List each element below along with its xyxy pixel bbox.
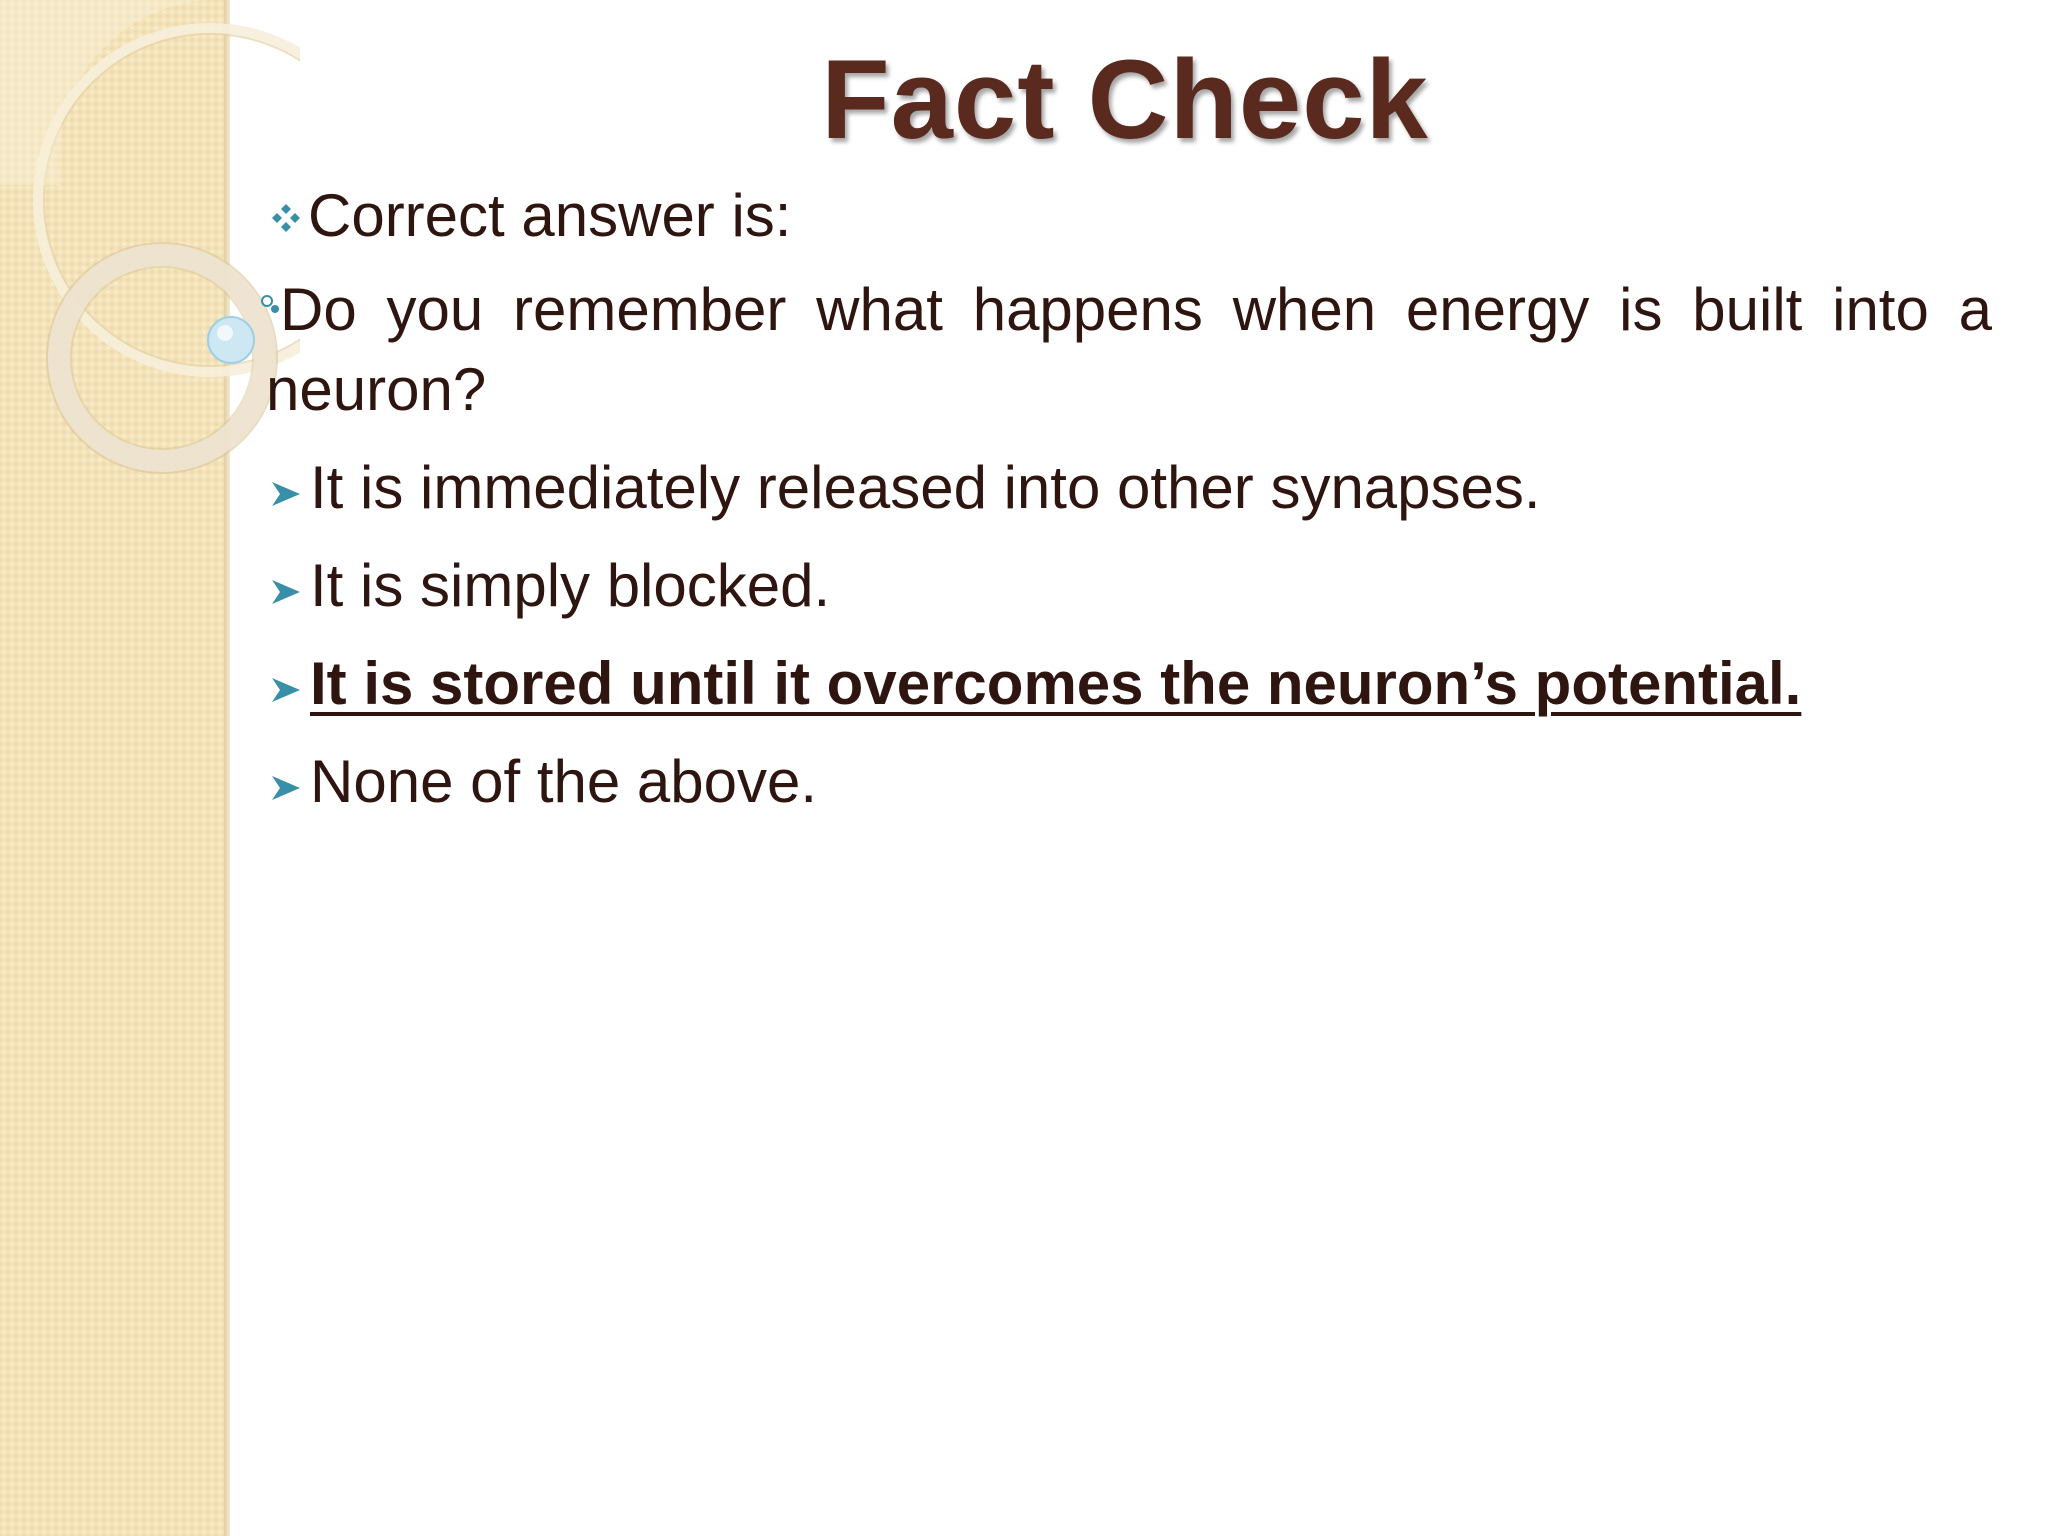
option-item-correct xyxy=(266,644,1992,724)
option-item xyxy=(266,742,1992,822)
option-item xyxy=(266,546,1992,626)
option-text: None of the above. xyxy=(310,748,818,815)
arrow-bullet-icon xyxy=(266,768,306,808)
option-text: It is simply blocked. xyxy=(310,552,831,619)
intro-text: Correct answer is: xyxy=(308,182,792,249)
option-text: It is immediately released into other synapses. xyxy=(310,454,1541,521)
dot-bullet-icon xyxy=(260,292,280,322)
slide-title: Fact Check xyxy=(821,37,1429,162)
question-line xyxy=(266,270,1992,430)
option-item xyxy=(266,448,1992,528)
diamond-bullet-icon xyxy=(266,198,306,238)
slide-body xyxy=(266,176,1992,840)
arrow-bullet-icon xyxy=(266,474,306,514)
arrow-bullet-icon xyxy=(266,670,306,710)
correct-answer-text: It is stored until it overcomes the neuron’s potential. xyxy=(310,650,1802,717)
question-text: Do you remember what happens when energy is built into a neuron? xyxy=(266,276,1992,423)
intro-line xyxy=(266,176,1992,256)
arrow-bullet-icon xyxy=(266,572,306,612)
